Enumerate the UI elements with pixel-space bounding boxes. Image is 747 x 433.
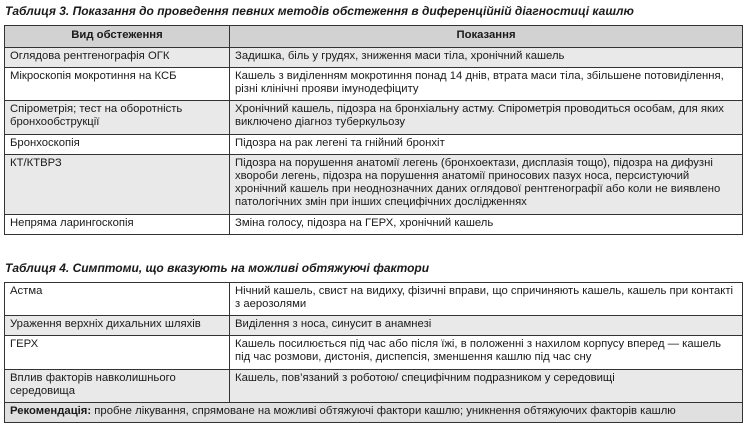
table-row [5,68,743,101]
table3-method-cell: Бронхоскопія [5,135,230,155]
table-row [5,370,743,403]
recommendation-label: Рекомендація: [10,405,92,417]
recommendation-text: пробне лікування, спрямоване на можливі обтяжуючі фактори кашлю; уникнення обтяжуючих факторів кашлю [91,405,676,417]
table4-factor-cell: Ураження верхніх дихальних шляхів [5,316,230,336]
table3-indication-cell: Зміна голосу, підозра на ГЕРХ, хронічний кашель [230,215,743,235]
table4-caption: Таблиця 4. Симптоми, що вказують на можливі обтяжуючі фактори [5,261,430,275]
table3-header-indication: Показання [230,26,743,48]
table4-factor-cell: Вплив факторів навколишнього середовища [5,370,230,403]
table-row [5,48,743,68]
table3-indication-cell: Підозра на рак легені та гнійний бронхіт [230,135,743,155]
table4-factor-cell: Астма [5,283,230,316]
table3-method-cell: КТ/КТВРЗ [5,155,230,215]
table4 [4,282,743,423]
table-row [5,101,743,135]
table3-indication-cell: Кашель з виділенням мокротиння понад 14 днів, втрата маси тіла, збільшене потовиділення, різні клінічні прояви імунодефіциту [230,68,743,101]
table3-method-cell: Непряма ларингоскопія [5,215,230,235]
table3-header-row [5,26,743,48]
table3-caption: Таблиця 3. Показання до проведення певних методів обстеження в диференційній діагностиці кашлю [5,4,634,18]
table3-indication-cell: Задишка, біль у грудях, зниження маси тіла, хронічний кашель [230,48,743,68]
table-row [5,283,743,316]
table4-symptoms-cell: Нічний кашель, свист на видиху, фізичні вправи, що спричиняють кашель, кашель при контакті з аерозолями [230,283,743,316]
table-row [5,155,743,215]
table3-header-method: Вид обстеження [5,26,230,48]
table3-method-cell: Мікроскопія мокротиння на КСБ [5,68,230,101]
table4-symptoms-cell: Виділення з носа, синусит в анамнезі [230,316,743,336]
table3-method-cell: Спірометрія; тест на оборотність бронхообструкції [5,101,230,135]
recommendation-cell [5,403,743,423]
table-row [5,316,743,336]
table-row [5,336,743,370]
table3 [4,25,743,235]
table4-symptoms-cell: Кашель посилюється під час або після їжі, в положенні з нахилом корпусу вперед — кашель під час розмови, дистонія, диспепсія, зменшення кашлю під час сну [230,336,743,370]
table3-method-cell: Оглядова рентгенографія ОГК [5,48,230,68]
recommendation-row [5,403,743,423]
table-row [5,215,743,235]
table3-indication-cell: Підозра на порушення анатомії легень (бронхоектази, дисплазія тощо), підозра на дифузні хвороби легень, підозра на порушення анатомії приносових пазух носа, персистуючий хронічний кашель при неоднозначних даних оглядової рентгенографії або коли не виявлено патологічних змін при інших специфічних дослідженнях [230,155,743,215]
table3-indication-cell: Хронічний кашель, підозра на бронхіальну астму. Спірометрія проводиться особам, для яких виключено діагноз туберкульозу [230,101,743,135]
table4-factor-cell: ГЕРХ [5,336,230,370]
table-row [5,135,743,155]
table4-symptoms-cell: Кашель, пов’язаний з роботою/ специфічним подразником у середовищі [230,370,743,403]
